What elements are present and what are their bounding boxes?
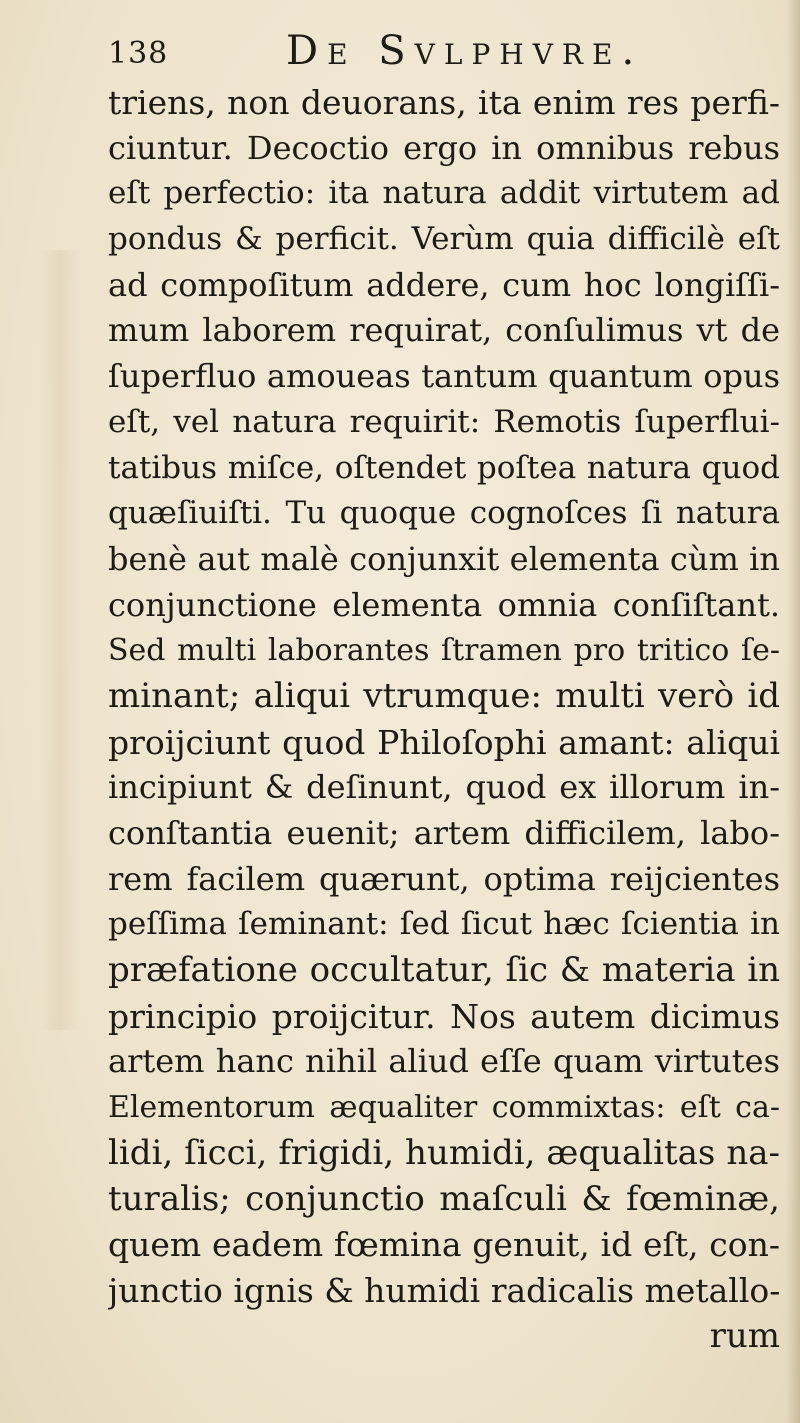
page-edge-shadow — [786, 0, 800, 1423]
text-line: ſuperfluo amoueas tantum quantum opus — [108, 357, 780, 396]
text-line: proijciunt quod Philoſophi amant: aliqui — [108, 722, 780, 762]
text-line: ad compoſitum addere, cum hoc longiſſi- — [108, 265, 780, 304]
catchword: rum — [709, 1315, 780, 1356]
text-line: eſt perfectio: ita natura addit virtutem ad — [108, 175, 780, 212]
text-line: eſt, vel natura requirit: Remotis ſuperflui- — [108, 403, 780, 440]
text-line: Elementorum æqualiter commixtas: eſt ca- — [108, 1090, 780, 1126]
page-number: 138 — [108, 36, 169, 71]
text-line: mum laborem requirat, conſulimus vt de — [108, 311, 780, 350]
text-line: minant; aliqui vtrumque: multi verò id — [108, 675, 780, 716]
text-line: Sed multi laborantes ſtramen pro tritico ſe- — [108, 633, 780, 669]
text-line: turalis; conjunctio maſculi & fœminæ, — [108, 1178, 780, 1219]
text-line: quem eadem fœmina genuit, id eſt, con- — [108, 1225, 780, 1265]
text-line: ciuntur. Decoctio ergo in omnibus rebus — [108, 128, 780, 167]
text-line: pondus & perficit. Verùm quia difficilè eſt — [108, 221, 780, 258]
text-line: conſtantia euenit; artem difficilem, labo- — [108, 814, 780, 852]
text-line: triens, non deuorans, ita enim res perfi- — [108, 83, 780, 122]
running-title: De Svlphvre. — [286, 28, 644, 74]
paper-stain — [40, 250, 80, 1030]
body-text — [108, 80, 780, 1359]
text-line: tatibus miſce, oſtendet poſtea natura quod — [108, 449, 780, 486]
text-line: quæſiuiſti. Tu quoque cognoſces ſi natura — [108, 495, 780, 532]
text-line: præfatione occultatur, ſic & materia in — [108, 950, 780, 991]
text-line: conjunctione elementa omnia conſiſtant. — [108, 585, 780, 624]
text-line: artem hanc nihil aliud eſſe quam virtutes — [108, 1042, 780, 1081]
text-line: benè aut malè conjunxit elementa cùm in — [108, 539, 780, 578]
text-line: principio proijcitur. Nos autem dicimus — [108, 996, 780, 1036]
running-head — [108, 28, 768, 76]
text-line: rem facilem quærunt, optima reijcientes — [108, 859, 780, 898]
text-line: junctio ignis & humidi radicalis metallo- — [108, 1270, 780, 1310]
text-line: incipiunt & deſinunt, quod ex illorum in- — [108, 768, 780, 807]
text-line: peſſima ſeminant: ſed ſicut hæc ſcientia in — [108, 906, 780, 943]
text-line: lidi, ſicci, frigidi, humidi, æqualitas na- — [108, 1132, 780, 1173]
